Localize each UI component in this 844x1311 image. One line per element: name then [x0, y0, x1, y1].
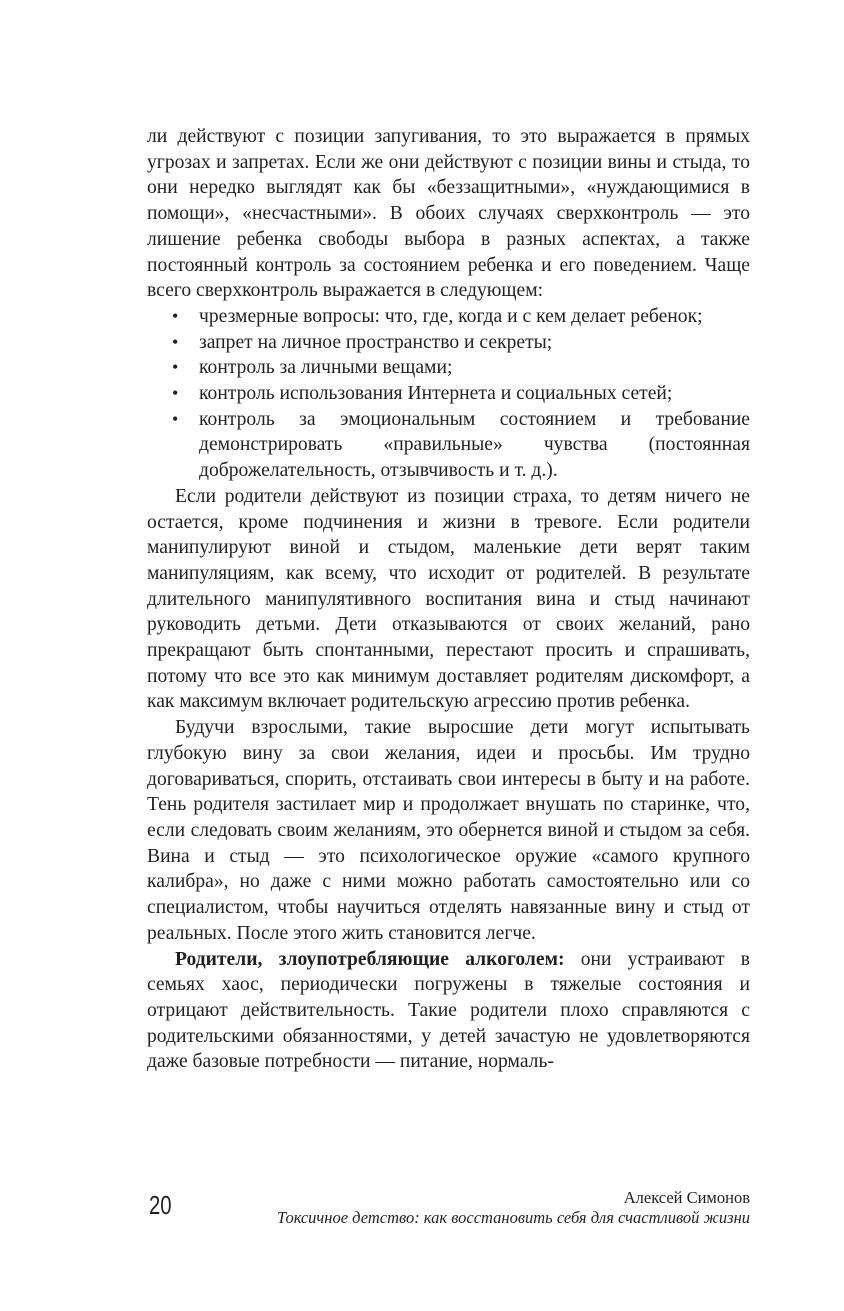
- bullet-item: • контроль за личными вещами;: [199, 355, 750, 381]
- paragraph: Если родители действуют из позиции страха, то детям ничего не остается, кроме подчинения и жизни в тревоге. Если родители манипулируют виной и стыдом, маленькие дети верят таким манипуляциям, как всему, что исходит от родителей. В результате длительного манипулятивного воспитания вина и стыд начинают руководить детьми. Дети отказываются от своих желаний, рано прекращают быть спонтанными, перестают просить и спрашивать, потому что все это как минимум доставляет родителям дискомфорт, а как максимум включает родительскую агрессию против ребенка.: [147, 485, 750, 713]
- bullet-item: • запрет на личное пространство и секреты;: [199, 330, 750, 356]
- bullet-list: [147, 304, 750, 484]
- footer-author: Алексей Симонов: [623, 1188, 750, 1207]
- page-number: 20: [149, 1190, 172, 1220]
- paragraph-body: они устраивают в семьях хаос, периодически погружены в тяжелые состояния и отрицают действительность. Такие родители плохо справляются с родительскими обязанностями, у детей зачастую не удовлетворяются даже базовые потребности — питание, нормаль-: [147, 948, 750, 1073]
- paragraph: Будучи взрослыми, такие выросшие дети могут испытывать глубокую вину за свои желания, идеи и просьбы. Им трудно договариваться, спорить, отстаивать свои интересы в быту и на работе. Тень родителя застилает мир и продолжает внушать по старинке, что, если следовать своим желаниям, это обернется виной и стыдом за себя. Вина и стыд — это психологическое оружие «самого крупного калибра», но даже с ними можно работать самостоятельно или со специалистом, чтобы научиться отделять навязанные вину и стыд от реальных. После этого жить становится легче.: [147, 717, 750, 944]
- page-body: [147, 124, 750, 1075]
- paragraph-alcohol: [147, 947, 750, 1076]
- bullet-item: • контроль использования Интернета и социальных сетей;: [199, 381, 750, 407]
- paragraph-lead-heading: Родители, злоупотребляющие алкоголем:: [175, 948, 565, 970]
- bullet-item: • чрезмерные вопросы: что, где, когда и с кем делает ребенок;: [199, 304, 750, 330]
- bullet-item: • контроль за эмоциональным состоянием и требование демонстрировать «правильные» чувства (постоянная доброжелательность, отзывчивость и т. д.).: [199, 407, 750, 484]
- running-footer: [277, 1188, 750, 1228]
- paragraph-continuation: ли действуют с позиции запугивания, то это выражается в прямых угрозах и запретах. Если же они действуют с позиции вины и стыда, то они нередко выглядят как бы «беззащитными», «нуждающимися в помощи», «несчастными». В обоих случаях сверхконтроль — это лишение ребенка свободы выбора в разных аспектах, а также постоянный контроль за состоянием ребенка и его поведением. Чаще всего сверхконтроль выражается в следующем:: [147, 126, 750, 302]
- footer-book-title: Токсичное детство: как восстановить себя для счастливой жизни: [276, 1208, 750, 1227]
